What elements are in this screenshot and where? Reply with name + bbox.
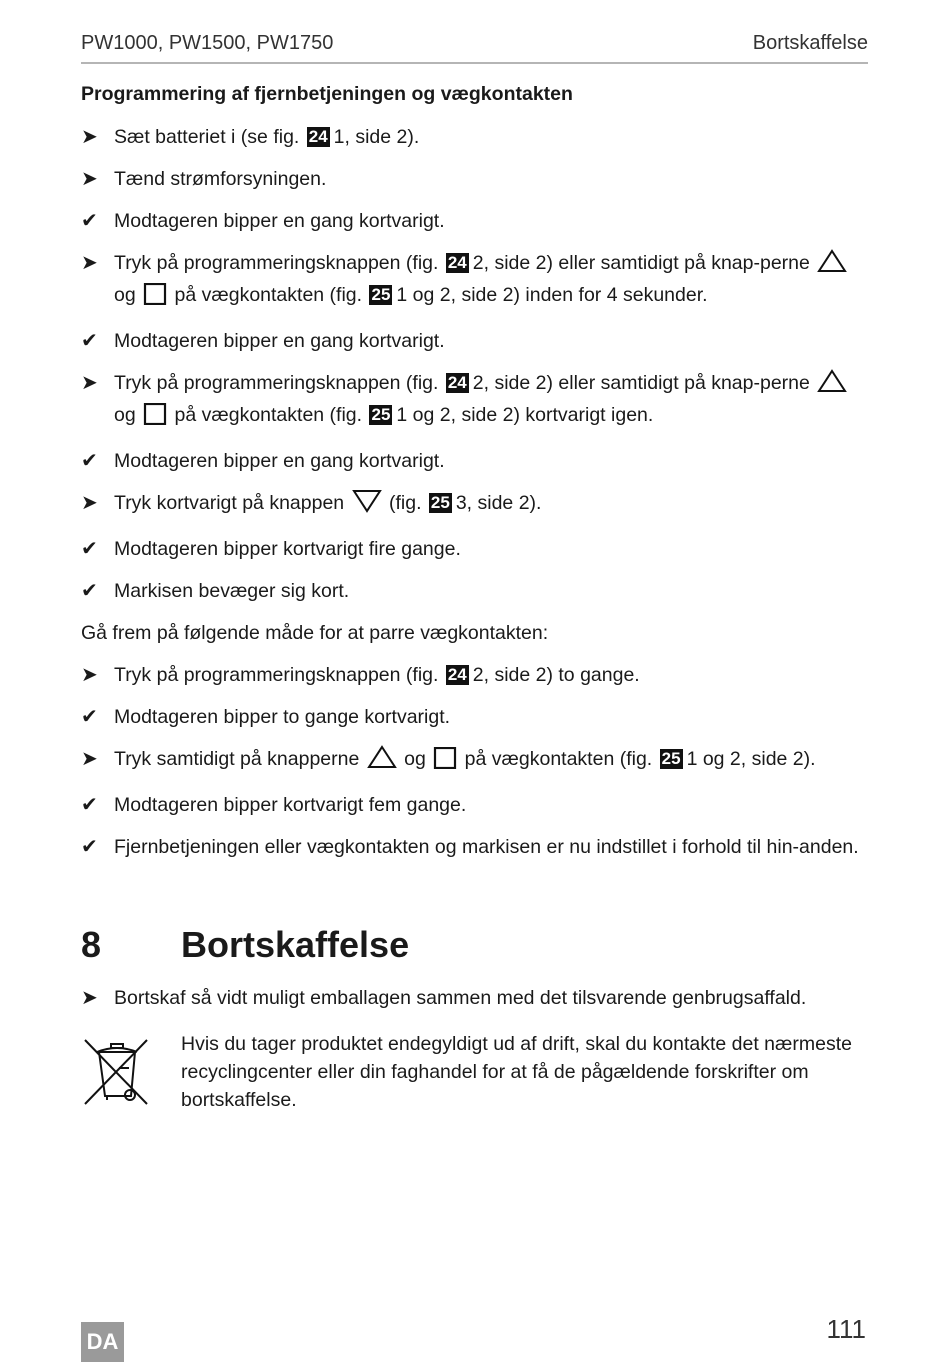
disposal-step xyxy=(81,984,914,1012)
paragraph xyxy=(81,619,871,647)
arrow-icon: ➤ xyxy=(81,664,98,686)
checkmark-icon: ✔ xyxy=(81,706,98,728)
text: Modtageren bipper en gang kortvarigt. xyxy=(114,450,445,472)
arrow-icon: ➤ xyxy=(81,372,98,394)
result-item xyxy=(81,327,871,355)
text: 3, side 2). xyxy=(455,492,542,514)
text: 1 og 2, side 2). xyxy=(686,748,816,770)
figure-reference: 25 xyxy=(430,493,450,512)
arrow-icon: ➤ xyxy=(81,987,98,1009)
header-section: Bortskaffelse xyxy=(752,32,868,54)
result-item xyxy=(81,447,871,475)
language-badge: DA xyxy=(81,1322,124,1362)
result-item xyxy=(81,703,871,731)
checkmark-icon: ✔ xyxy=(81,580,98,602)
result-item xyxy=(81,577,871,605)
text: Markisen bevæger sig kort. xyxy=(114,580,350,602)
arrow-icon: ➤ xyxy=(81,748,98,770)
section-number: 8 xyxy=(81,924,102,965)
text: og xyxy=(114,404,142,426)
header-models: PW1000, PW1500, PW1750 xyxy=(81,32,334,54)
figure-reference: 24 xyxy=(447,253,467,272)
text: Tryk på programmeringsknappen (fig. xyxy=(114,252,444,274)
checkmark-icon: ✔ xyxy=(81,836,98,858)
checkmark-icon: ✔ xyxy=(81,330,98,352)
text: og xyxy=(114,284,142,306)
triangle-up-icon xyxy=(817,369,847,401)
arrow-icon: ➤ xyxy=(81,168,98,190)
arrow-icon: ➤ xyxy=(81,252,98,274)
figure-reference: 24 xyxy=(447,373,467,392)
text: Tryk på programmeringsknappen (fig. xyxy=(114,664,444,686)
result-item xyxy=(81,791,871,819)
text: Tryk samtidigt på knapperne xyxy=(114,748,365,770)
action-step xyxy=(81,369,871,433)
page-number: 111 xyxy=(826,1314,866,1344)
result-item xyxy=(81,833,871,861)
result-item xyxy=(81,535,871,563)
weee-crossed-bin-icon xyxy=(81,1034,151,1106)
checkmark-icon: ✔ xyxy=(81,538,98,560)
instruction-list xyxy=(81,123,871,875)
text: Tryk på programmeringsknappen (fig. xyxy=(114,372,444,394)
result-item xyxy=(81,207,871,235)
action-step xyxy=(81,123,871,151)
checkmark-icon: ✔ xyxy=(81,210,98,232)
text: Tænd strømforsyningen. xyxy=(114,168,327,190)
arrow-icon: ➤ xyxy=(81,492,98,514)
figure-reference: 25 xyxy=(371,285,391,304)
figure-reference: 25 xyxy=(661,749,681,768)
text: 2, side 2) to gange. xyxy=(472,664,640,686)
disposal-step-text: Bortskaf så vidt muligt emballagen sammen med det tilsvarende genbrugsaffald. xyxy=(114,987,807,1009)
text: 1 og 2, side 2) inden for 4 sekunder. xyxy=(396,284,708,306)
text: Modtageren bipper kortvarigt fem gange. xyxy=(114,794,467,816)
text: Gå frem på følgende måde for at parre vægkontakten: xyxy=(81,622,549,644)
text: på vægkontakten (fig. xyxy=(459,748,658,770)
text: 1 og 2, side 2) kortvarigt igen. xyxy=(396,404,654,426)
checkmark-icon: ✔ xyxy=(81,450,98,472)
triangle-up-icon xyxy=(367,745,397,777)
action-step xyxy=(81,661,871,689)
text: på vægkontakten (fig. xyxy=(169,284,368,306)
action-step xyxy=(81,249,871,313)
subheading: Programmering af fjernbetjeningen og vægkontakten xyxy=(81,83,573,105)
figure-reference: 24 xyxy=(447,665,467,684)
text: på vægkontakten (fig. xyxy=(169,404,368,426)
square-icon xyxy=(143,403,167,433)
section-title: Bortskaffelse xyxy=(181,924,410,965)
square-icon xyxy=(433,747,457,777)
text: 2, side 2) eller samtidigt på knap-perne xyxy=(472,372,816,394)
figure-reference: 25 xyxy=(371,405,391,424)
text: Modtageren bipper en gang kortvarigt. xyxy=(114,330,445,352)
arrow-icon: ➤ xyxy=(81,126,98,148)
weee-text: Hvis du tager produktet endegyldigt ud af drift, skal du kontakte det nærmeste recyclingcenter eller din faghandel for at få de pågældende forskrifter om bortskaffelse. xyxy=(181,1033,852,1111)
text: (fig. xyxy=(383,492,427,514)
text: 2, side 2) eller samtidigt på knap-perne xyxy=(472,252,816,274)
action-step xyxy=(81,489,871,521)
text: Tryk kortvarigt på knappen xyxy=(114,492,350,514)
text: Modtageren bipper kortvarigt fire gange. xyxy=(114,538,461,560)
action-step xyxy=(81,745,871,777)
text: Fjernbetjeningen eller vægkontakten og markisen er nu indstillet i forhold til hin-anden. xyxy=(114,836,859,858)
checkmark-icon: ✔ xyxy=(81,794,98,816)
text: 1, side 2). xyxy=(333,126,420,148)
triangle-down-icon xyxy=(352,489,382,521)
action-step xyxy=(81,165,871,193)
text: Sæt batteriet i (se fig. xyxy=(114,126,305,148)
text: Modtageren bipper to gange kortvarigt. xyxy=(114,706,451,728)
figure-reference: 24 xyxy=(308,127,328,146)
triangle-up-icon xyxy=(817,249,847,281)
page-header xyxy=(81,32,868,64)
text: og xyxy=(398,748,432,770)
text: Modtageren bipper en gang kortvarigt. xyxy=(114,210,445,232)
square-icon xyxy=(143,283,167,313)
